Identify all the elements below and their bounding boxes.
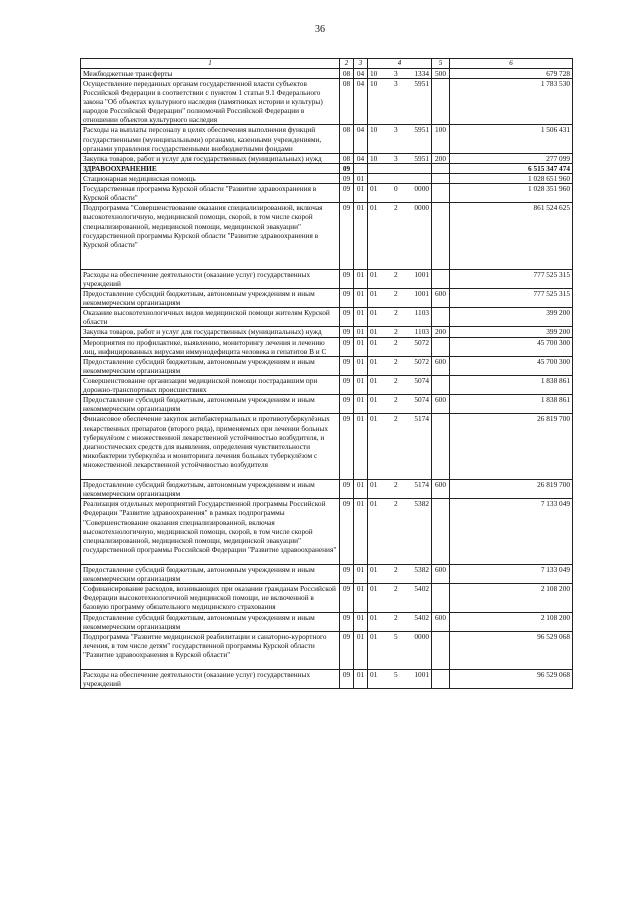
table-row: [81, 356, 573, 375]
target-article-cell: [368, 631, 432, 669]
target-article-program: 01: [370, 670, 378, 680]
row-name-cell: Межбюджетные трансферты: [81, 68, 340, 78]
target-article-program: 01: [370, 376, 378, 386]
target-article-cell: [368, 68, 432, 78]
subsection-code-cell: 04: [354, 153, 368, 163]
subsection-code-cell: 01: [354, 184, 368, 203]
section-code-cell: 09: [340, 480, 354, 499]
section-code-cell: 09: [340, 631, 354, 669]
subsection-code-cell: 01: [354, 395, 368, 414]
section-code-cell: 09: [340, 203, 354, 270]
target-article-cell: [368, 337, 432, 356]
row-name-cell: Предоставление субсидий бюджетным, автономным учреждениям и иным некоммерческим организациям: [81, 480, 340, 499]
amount-cell: 2 108 200: [450, 612, 573, 631]
table-row: [81, 269, 573, 288]
amount-cell: 777 525 315: [450, 269, 573, 288]
amount-cell: 45 700 300: [450, 356, 573, 375]
subsection-code-cell: 01: [354, 480, 368, 499]
target-article-program: 01: [370, 565, 378, 574]
section-code-cell: 08: [340, 125, 354, 153]
section-code-cell: 08: [340, 68, 354, 78]
expense-type-cell: 600: [432, 356, 450, 375]
expense-type-cell: [432, 670, 450, 689]
section-code-cell: 09: [340, 584, 354, 612]
target-article-direction: 0000: [414, 203, 429, 213]
table-row: [81, 414, 573, 480]
target-article-direction: 5174: [414, 480, 429, 490]
header-cell: 6: [450, 59, 573, 69]
section-code-cell: 08: [340, 153, 354, 163]
target-article-direction: 0000: [414, 184, 429, 194]
row-name-cell: Предоставление субсидий бюджетным, автономным учреждениям и иным некоммерческим организациям: [81, 289, 340, 308]
section-code-cell: 09: [340, 269, 354, 288]
row-name-cell: Закупка товаров, работ и услуг для государственных (муниципальных) нужд: [81, 153, 340, 163]
header-cell: 2: [340, 59, 354, 69]
row-name-cell: Государственная программа Курской области "Развитие здравоохранения в Курской области": [81, 184, 340, 203]
amount-cell: 1 838 861: [450, 395, 573, 414]
target-article-program: 10: [370, 78, 378, 88]
amount-cell: 777 525 315: [450, 289, 573, 308]
amount-cell: 96 529 068: [450, 670, 573, 689]
expense-type-cell: 200: [432, 153, 450, 163]
target-article-program: 01: [370, 584, 378, 594]
row-name-cell: Осуществление переданных органам государственной власти субъектов Российской Федерации в соответствии с пунктом 1 статьи 9.1 Федерального закона "Об объектах культурного наследия (памятниках истории и культуры) народов Российской Федерации" полномочий Российской Федерации в отношении объектов культурного наследия: [81, 78, 340, 125]
target-article-direction: 1334: [414, 68, 429, 78]
subsection-code-cell: 01: [354, 612, 368, 631]
target-article-subprogram: 2: [394, 565, 398, 574]
target-article-cell: [368, 289, 432, 308]
target-article-subprogram: 2: [394, 327, 398, 337]
row-name-cell: Предоставление субсидий бюджетным, автономным учреждениям и иным некоммерческим организациям: [81, 612, 340, 631]
expense-type-cell: 600: [432, 565, 450, 584]
target-article-direction: 1001: [414, 670, 429, 680]
row-name-cell: Оказание высокотехнологичных видов медицинской помощи жителям Курской области: [81, 308, 340, 327]
table-row: [81, 631, 573, 669]
expense-type-cell: [432, 163, 450, 173]
amount-cell: 1 028 351 960: [450, 184, 573, 203]
target-article-direction: 5072: [414, 337, 429, 347]
target-article-subprogram: 5: [394, 670, 398, 680]
target-article-cell: [368, 269, 432, 288]
target-article-cell: [368, 184, 432, 203]
target-article-cell: [368, 414, 432, 480]
target-article-direction: 1001: [414, 289, 429, 299]
target-article-program: 01: [370, 395, 378, 405]
target-article-direction: 5402: [414, 612, 429, 622]
target-article-program: 01: [370, 327, 378, 337]
section-code-cell: 09: [340, 327, 354, 337]
target-article-subprogram: 3: [394, 125, 398, 135]
target-article-cell: [368, 480, 432, 499]
expense-type-cell: [432, 337, 450, 356]
section-code-cell: 09: [340, 356, 354, 375]
table-row: [81, 376, 573, 395]
table-row: [81, 308, 573, 327]
target-article-cell: [368, 499, 432, 565]
target-article-program: 01: [370, 308, 378, 318]
expense-type-cell: 500: [432, 68, 450, 78]
section-code-cell: 09: [340, 337, 354, 356]
table-row: [81, 612, 573, 631]
expense-type-cell: [432, 184, 450, 203]
expense-type-cell: [432, 376, 450, 395]
target-article-cell: [368, 308, 432, 327]
header-cell: 4: [368, 59, 432, 69]
expense-type-cell: 200: [432, 327, 450, 337]
target-article-subprogram: 2: [394, 356, 398, 366]
target-article-subprogram: 2: [394, 376, 398, 386]
section-code-cell: 09: [340, 289, 354, 308]
row-name-cell: Стационарная медицинская помощь: [81, 173, 340, 183]
subsection-code-cell: 01: [354, 670, 368, 689]
amount-cell: 679 728: [450, 68, 573, 78]
section-code-cell: 09: [340, 565, 354, 584]
amount-cell: 1 783 530: [450, 78, 573, 125]
target-article-program: 10: [370, 68, 378, 78]
expense-type-cell: 100: [432, 125, 450, 153]
row-name-cell: Совершенствование организации медицинской помощи пострадавшим при дорожно-транспортных происшествиях: [81, 376, 340, 395]
subsection-code-cell: [354, 163, 368, 173]
amount-cell: 399 200: [450, 308, 573, 327]
table-row: [81, 480, 573, 499]
subsection-code-cell: 01: [354, 327, 368, 337]
target-article-program: 01: [370, 612, 378, 622]
target-article-direction: 5951: [414, 78, 429, 88]
target-article-direction: 5074: [414, 376, 429, 386]
target-article-program: 01: [370, 337, 378, 347]
target-article-cell: [368, 356, 432, 375]
amount-cell: 861 524 625: [450, 203, 573, 270]
section-code-cell: 09: [340, 376, 354, 395]
section-code-cell: 09: [340, 670, 354, 689]
target-article-program: 01: [370, 289, 378, 299]
row-name-cell: Предоставление субсидий бюджетным, автономным учреждениям и иным некоммерческим организациям: [81, 356, 340, 375]
row-name-cell: ЗДРАВООХРАНЕНИЕ: [81, 163, 340, 173]
target-article-subprogram: 2: [394, 612, 398, 622]
section-code-cell: 09: [340, 163, 354, 173]
table-row: [81, 337, 573, 356]
row-name-cell: Расходы на обеспечение деятельности (оказание услуг) государственных учреждений: [81, 670, 340, 689]
subsection-code-cell: 01: [354, 414, 368, 480]
table-row: [81, 153, 573, 163]
subsection-code-cell: 01: [354, 203, 368, 270]
expense-type-cell: [432, 499, 450, 565]
row-name-cell: Расходы на обеспечение деятельности (оказание услуг) государственных учреждений: [81, 269, 340, 288]
target-article-direction: 5174: [414, 414, 429, 424]
target-article-program: 01: [370, 184, 378, 194]
target-article-program: 10: [370, 153, 378, 163]
section-code-cell: 09: [340, 173, 354, 183]
row-name-cell: Реализация отдельных мероприятий Государственной программы Российской Федерации "Развитие здравоохранения" в рамках подпрограммы "Совершенствование оказания специализированной, включая высокотехнологичную, медицинской помощи, скорой, в том числе скорой специализированной, медицинской помощи, медицинской эвакуации" государственной программы Российской Федерации "Развитие здравоохранения": [81, 499, 340, 565]
row-name-cell: Софинансирование расходов, возникающих при оказании гражданам Российской Федерации высокотехнологичной медицинской помощи, не включенной в базовую программу обязательного медицинского страхования: [81, 584, 340, 612]
target-article-direction: 5074: [414, 395, 429, 405]
target-article-cell: [368, 670, 432, 689]
target-article-subprogram: 2: [394, 480, 398, 490]
subsection-code-cell: 01: [354, 565, 368, 584]
target-article-direction: 5402: [414, 584, 429, 594]
target-article-program: 01: [370, 356, 378, 366]
target-article-cell: [368, 612, 432, 631]
row-name-cell: Подпрограмма "Развитие медицинской реабилитации и санаторно-курортного лечения, в том числе детям" государственной программы Курской области "Развитие здравоохранения в Курской области": [81, 631, 340, 669]
target-article-program: 01: [370, 269, 378, 279]
target-article-direction: 1001: [414, 269, 429, 279]
subsection-code-cell: 01: [354, 337, 368, 356]
table-row: [81, 565, 573, 584]
target-article-subprogram: 3: [394, 68, 398, 78]
expense-type-cell: [432, 584, 450, 612]
target-article-program: 01: [370, 631, 378, 641]
amount-cell: 1 028 651 960: [450, 173, 573, 183]
target-article-program: 01: [370, 499, 378, 509]
amount-cell: 1 838 861: [450, 376, 573, 395]
target-article-cell: [368, 173, 432, 183]
section-code-cell: 09: [340, 395, 354, 414]
subsection-code-cell: 04: [354, 78, 368, 125]
target-article-program: 01: [370, 480, 378, 490]
target-article-direction: 1103: [414, 327, 429, 337]
target-article-program: 01: [370, 414, 378, 424]
subsection-code-cell: 04: [354, 68, 368, 78]
subsection-code-cell: 01: [354, 631, 368, 669]
target-article-direction: 5072: [414, 356, 429, 366]
target-article-cell: [368, 565, 432, 584]
target-article-cell: [368, 78, 432, 125]
table-row: [81, 125, 573, 153]
target-article-direction: 5951: [414, 153, 429, 163]
target-article-direction: 5951: [414, 125, 429, 135]
target-article-subprogram: 3: [394, 153, 398, 163]
page-number: 36: [315, 24, 325, 35]
table-row: [81, 670, 573, 689]
target-article-subprogram: 2: [394, 269, 398, 279]
expense-type-cell: 600: [432, 395, 450, 414]
row-name-cell: Расходы на выплаты персоналу в целях обеспечения выполнения функций государственными (муниципальными) органами, казенными учреждениями, органами управления государственными внебюджетными фондами: [81, 125, 340, 153]
row-name-cell: Закупка товаров, работ и услуг для государственных (муниципальных) нужд: [81, 327, 340, 337]
header-cell: 3: [354, 59, 368, 69]
table-row: [81, 184, 573, 203]
target-article-program: 10: [370, 125, 378, 135]
subsection-code-cell: 01: [354, 173, 368, 183]
amount-cell: 96 529 068: [450, 631, 573, 669]
target-article-subprogram: 3: [394, 78, 398, 88]
target-article-cell: [368, 584, 432, 612]
target-article-subprogram: 2: [394, 584, 398, 594]
subsection-code-cell: 01: [354, 289, 368, 308]
target-article-subprogram: 2: [394, 337, 398, 347]
expense-type-cell: [432, 269, 450, 288]
subsection-code-cell: 01: [354, 308, 368, 327]
subsection-code-cell: 01: [354, 356, 368, 375]
target-article-direction: 5382: [414, 565, 429, 574]
expense-type-cell: 600: [432, 480, 450, 499]
row-name-cell: Финансовое обеспечение закупок антибактериальных и противотуберкулёзных лекарственных препаратов (второго ряда), применяемых при лечении больных туберкулёзом с множественной лекарственной устойчивостью возбудителя, и диагностических средств для выявления, определения чувствительности микобактерии туберкулёза и мониторинга лечения больных туберкулёзом с множественной лекарственной устойчивостью возбудителя: [81, 414, 340, 480]
row-name-cell: Предоставление субсидий бюджетным, автономным учреждениям и иным некоммерческим организациям: [81, 565, 340, 584]
target-article-program: 01: [370, 203, 378, 213]
table-row: [81, 173, 573, 183]
header-cell: 1: [81, 59, 340, 69]
target-article-cell: [368, 203, 432, 270]
target-article-cell: [368, 163, 432, 173]
target-article-cell: [368, 376, 432, 395]
target-article-cell: [368, 125, 432, 153]
table-row: [81, 289, 573, 308]
target-article-subprogram: 2: [394, 308, 398, 318]
table-row: [81, 584, 573, 612]
section-code-cell: 09: [340, 499, 354, 565]
expense-type-cell: [432, 173, 450, 183]
expense-type-cell: 600: [432, 612, 450, 631]
target-article-subprogram: 5: [394, 631, 398, 641]
table-row: [81, 163, 573, 173]
table-row: [81, 78, 573, 125]
budget-table: [80, 58, 573, 689]
subsection-code-cell: 01: [354, 376, 368, 395]
target-article-cell: [368, 153, 432, 163]
target-article-direction: 5382: [414, 499, 429, 509]
expense-type-cell: 600: [432, 289, 450, 308]
target-article-direction: 0000: [414, 631, 429, 641]
table-row: [81, 327, 573, 337]
row-name-cell: Предоставление субсидий бюджетным, автономным учреждениям и иным некоммерческим организациям: [81, 395, 340, 414]
target-article-subprogram: 0: [394, 184, 398, 194]
section-code-cell: 08: [340, 78, 354, 125]
row-name-cell: Мероприятия по профилактике, выявлению, мониторингу лечения и лечению лиц, инфицированных вирусами иммунодефицита человека и гепатитов B и C: [81, 337, 340, 356]
expense-type-cell: [432, 631, 450, 669]
target-article-subprogram: 2: [394, 414, 398, 424]
section-code-cell: 09: [340, 184, 354, 203]
amount-cell: 45 700 300: [450, 337, 573, 356]
amount-cell: 26 819 700: [450, 480, 573, 499]
subsection-code-cell: 01: [354, 499, 368, 565]
header-cell: 5: [432, 59, 450, 69]
expense-type-cell: [432, 78, 450, 125]
target-article-subprogram: 2: [394, 395, 398, 405]
table-row: [81, 203, 573, 270]
target-article-subprogram: 2: [394, 499, 398, 509]
amount-cell: 1 506 431: [450, 125, 573, 153]
target-article-direction: 1103: [414, 308, 429, 318]
expense-type-cell: [432, 308, 450, 327]
subsection-code-cell: 01: [354, 269, 368, 288]
target-article-subprogram: 2: [394, 203, 398, 213]
amount-cell: 2 108 200: [450, 584, 573, 612]
expense-type-cell: [432, 203, 450, 270]
target-article-cell: [368, 327, 432, 337]
amount-cell: 277 099: [450, 153, 573, 163]
amount-cell: 7 133 049: [450, 565, 573, 584]
amount-cell: 26 819 700: [450, 414, 573, 480]
expense-type-cell: [432, 414, 450, 480]
section-code-cell: 09: [340, 414, 354, 480]
amount-cell: 399 200: [450, 327, 573, 337]
table-header-row: [81, 59, 573, 69]
table-row: [81, 499, 573, 565]
subsection-code-cell: 01: [354, 584, 368, 612]
amount-cell: 7 133 049: [450, 499, 573, 565]
target-article-subprogram: 2: [394, 289, 398, 299]
amount-cell: 6 515 347 474: [450, 163, 573, 173]
subsection-code-cell: 04: [354, 125, 368, 153]
table-row: [81, 395, 573, 414]
table-row: [81, 68, 573, 78]
row-name-cell: Подпрограмма "Совершенствование оказания специализированной, включая высокотехнологичную, медицинской помощи, скорой, в том числе скорой специализированной, медицинской помощи, медицинской эвакуации" государственной программы Курской области "Развитие здравоохранения в Курской области": [81, 203, 340, 270]
section-code-cell: 09: [340, 612, 354, 631]
section-code-cell: 09: [340, 308, 354, 327]
target-article-cell: [368, 395, 432, 414]
